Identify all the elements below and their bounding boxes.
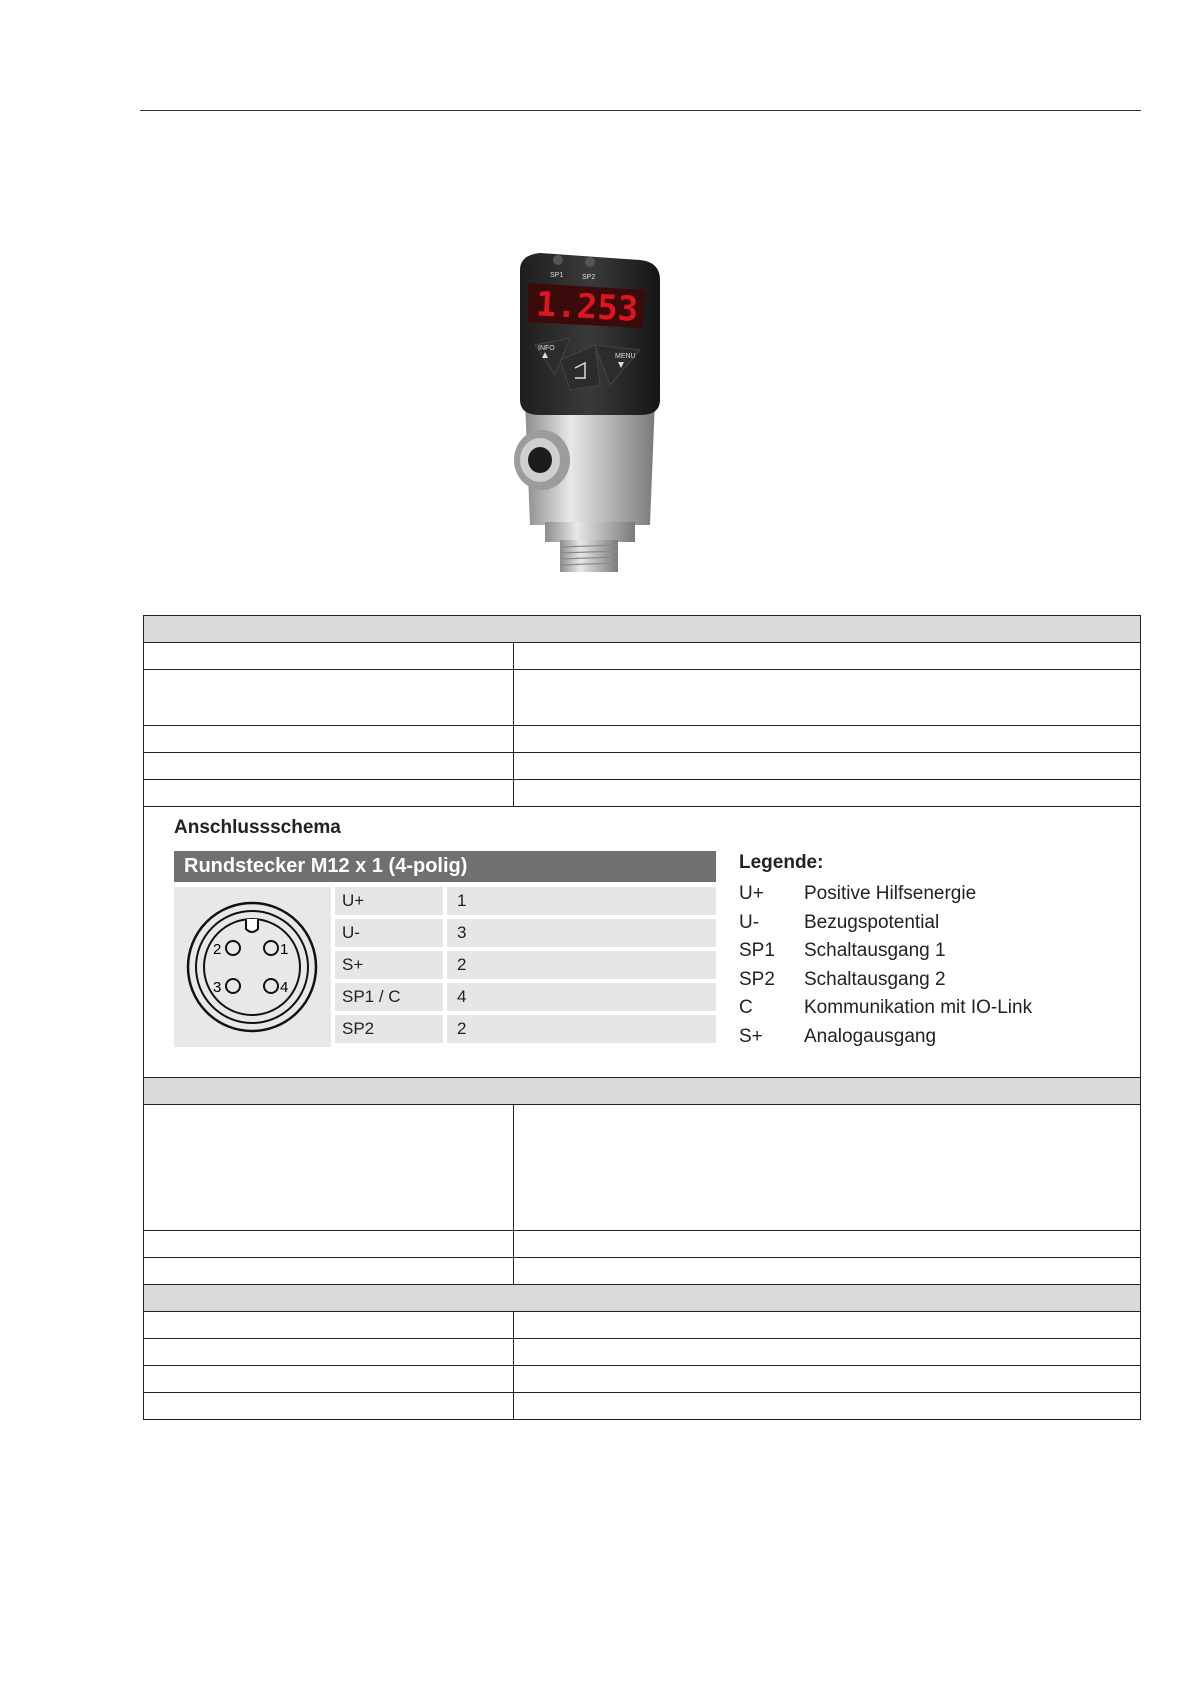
legend-text: Bezugspotential [804, 911, 940, 933]
pin-label-2: 2 [213, 941, 222, 958]
led-label-sp1: SP1 [550, 272, 564, 279]
legend-item [739, 966, 1032, 995]
pin-number: 3 [447, 919, 716, 947]
legend-item [739, 909, 1032, 938]
legend-code: SP2 [739, 968, 775, 990]
legend-item [739, 994, 1032, 1023]
legend-item [739, 880, 1032, 909]
pin-label-1: 1 [280, 941, 289, 958]
pin-signal: SP1 / C [335, 983, 443, 1011]
table-row [144, 1105, 1141, 1231]
section-row [144, 1285, 1141, 1312]
legend-code: U+ [739, 883, 764, 904]
hex-nut [545, 522, 635, 542]
led-sp2 [585, 257, 595, 267]
pin-signal: S+ [335, 951, 443, 979]
table-row [144, 1366, 1141, 1393]
legend-text: Kommunikation mit IO-Link [804, 997, 1033, 1018]
connector-figure [174, 887, 331, 1047]
display-value: 1.253 [534, 284, 640, 330]
product-photo [500, 250, 680, 580]
legend-code: SP1 [739, 940, 775, 961]
connection-diagram-row [144, 807, 1141, 1078]
pin-row [335, 1015, 716, 1043]
pin-signal: U- [335, 919, 443, 947]
led-label-sp2: SP2 [582, 274, 596, 281]
header-rule [140, 110, 1141, 111]
pin-number: 2 [447, 951, 716, 979]
legend-text: Schaltausgang 1 [804, 940, 946, 961]
legend-item [739, 1023, 1032, 1052]
pin-number: 1 [447, 887, 716, 915]
legend-code: C [739, 997, 753, 1018]
table-row [144, 780, 1141, 807]
pin-row [335, 887, 716, 915]
led-sp1 [553, 255, 563, 265]
table-row [144, 670, 1141, 726]
table-row [144, 643, 1141, 670]
legend-text: Schaltausgang 2 [804, 968, 946, 990]
legend-text: Analogausgang [804, 1025, 937, 1047]
table-row [144, 753, 1141, 780]
pin-row [335, 919, 716, 947]
pin-row [335, 951, 716, 979]
table-row [144, 726, 1141, 753]
pin-label-3: 3 [213, 979, 222, 996]
table-row [144, 1231, 1141, 1258]
legend-code: S+ [739, 1025, 763, 1047]
legend [739, 852, 1032, 1051]
pin-signal: SP2 [335, 1015, 443, 1043]
pin-signal: U+ [335, 887, 443, 915]
info-label: INFO [538, 345, 555, 352]
legend-title: Legende: [739, 852, 824, 873]
section-row [144, 616, 1141, 643]
table-row [144, 1258, 1141, 1285]
table-row [144, 1312, 1141, 1339]
pin-number: 2 [447, 1015, 716, 1043]
table-row [144, 1339, 1141, 1366]
pin-label-4: 4 [280, 979, 289, 996]
legend-code: U- [739, 911, 760, 933]
legend-text: Positive Hilfsenergie [804, 883, 977, 904]
section-row [144, 1078, 1141, 1105]
table-row [144, 1393, 1141, 1420]
spec-table [143, 615, 1141, 1420]
m12-pinout-icon [174, 887, 331, 1047]
connector-header: Rundstecker M12 x 1 (4-polig) [174, 851, 716, 882]
diagram-title: Anschlussschema [174, 817, 341, 838]
pin-number: 4 [447, 983, 716, 1011]
menu-label: MENU [615, 353, 636, 360]
legend-item [739, 937, 1032, 966]
pin-row [335, 983, 716, 1011]
pin-assignment-table [335, 887, 716, 1047]
